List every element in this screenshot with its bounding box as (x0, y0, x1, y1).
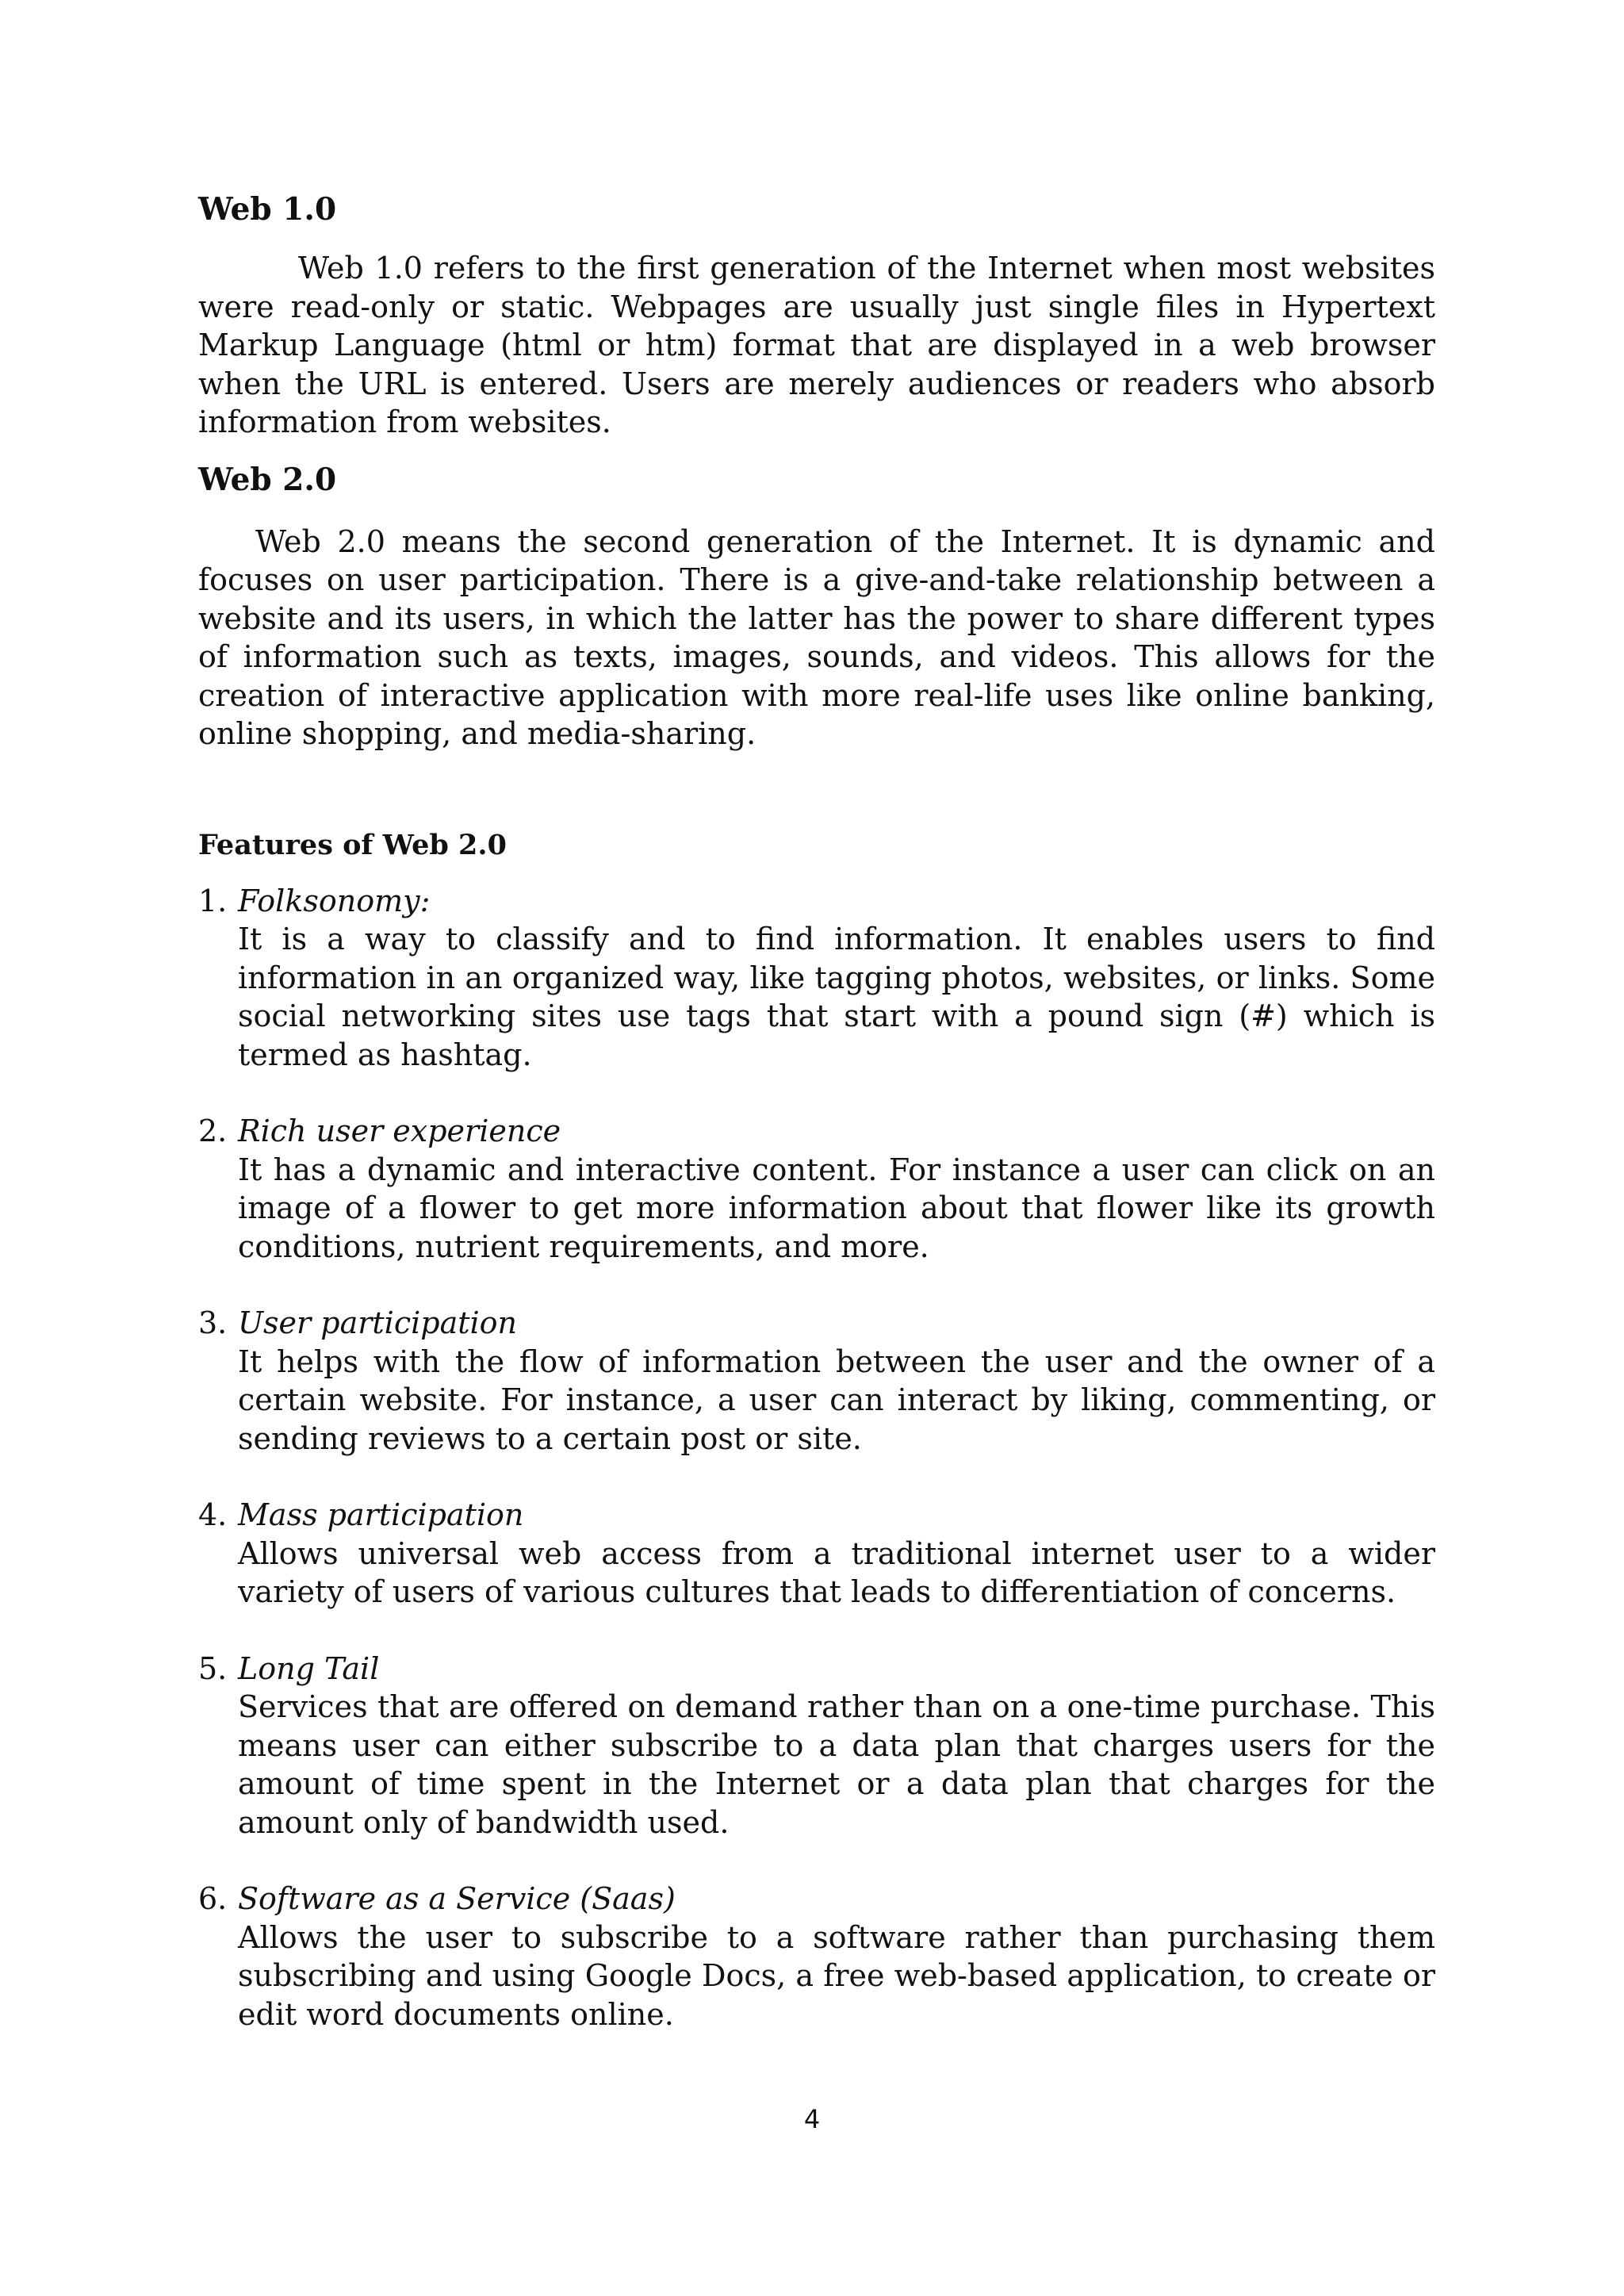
features-list (198, 882, 1435, 2034)
feature-title: Mass participation (238, 1497, 524, 1532)
feature-item-mass-participation (198, 1496, 1435, 1612)
feature-number: 4. (198, 1497, 228, 1532)
feature-title-line (198, 882, 1435, 921)
feature-number: 3. (198, 1305, 228, 1340)
feature-title: Folksonomy: (238, 883, 431, 918)
feature-description: Allows the user to subscribe to a software rather than purchasing them subscribing and using Google Docs, a free web-based application, to create or edit word documents online. (238, 1919, 1435, 2032)
feature-title-line (198, 1650, 1435, 1688)
feature-title-line (198, 1880, 1435, 1918)
feature-title: Long Tail (238, 1650, 380, 1686)
feature-description: It has a dynamic and interactive content. For instance a user can click on an image of a flower to get more information about that flower like its growth conditions, nutrient requirements, and more. (238, 1152, 1435, 1264)
feature-title: Software as a Service (Saas) (238, 1881, 676, 1916)
feature-number: 2. (198, 1114, 228, 1148)
feature-description: Allows universal web access from a traditional internet user to a wider variety of users of various cultures that leads to differentiation of concerns. (238, 1535, 1435, 1609)
feature-description: Services that are offered on demand rather than on a one-time purchase. This means user can either subscribe to a data plan that charges users for the amount of time spent in the Internet or a data plan that charges for the amount only of bandwidth used. (238, 1689, 1435, 1840)
feature-title: User participation (238, 1305, 518, 1340)
page-number: 4 (803, 2104, 821, 2134)
section-heading-web2: Web 2.0 (198, 461, 337, 498)
feature-title-line (198, 1304, 1435, 1343)
feature-item-folksonomy (198, 882, 1435, 1075)
feature-description: It helps with the flow of information between the user and the owner of a certain website. For instance, a user can interact by liking, commenting, or sending reviews to a certain post or site. (238, 1343, 1435, 1456)
feature-number: 5. (198, 1650, 228, 1686)
feature-title-line (198, 1496, 1435, 1535)
feature-item-long-tail (198, 1650, 1435, 1842)
feature-title: Rich user experience (238, 1114, 561, 1148)
feature-item-user-participation (198, 1304, 1435, 1458)
feature-item-software-as-a-service (198, 1880, 1435, 2033)
section-body-web1: Web 1.0 refers to the first generation of the Internet when most websites were read-only or static. Webpages are usually just single files in Hypertext Markup Language (html or htm) format that are displayed in a web browser when the URL is entered. Users are merely audiences or readers who absorb information from websites. (198, 251, 1435, 439)
feature-number: 1. (198, 883, 228, 918)
document-page (198, 190, 1435, 2033)
section-heading-web1: Web 1.0 (198, 191, 337, 228)
feature-item-rich-user-experience (198, 1112, 1435, 1266)
feature-description: It is a way to classify and to find information. It enables users to find information in an organized way, like tagging photos, websites, or links. Some social networking sites use tags that start with a pound sign (#) which is termed as hashtag. (238, 922, 1435, 1072)
feature-title-line (198, 1112, 1435, 1151)
section-body-web2: Web 2.0 means the second generation of the Internet. It is dynamic and focuses on user participation. There is a give-and-take relationship between a website and its users, in which the latter has the power to share different types of information such as texts, images, sounds, and videos. This allows for the creation of interactive application with more real-life uses like online banking, online shopping, and media-sharing. (198, 523, 1435, 751)
feature-number: 6. (198, 1881, 228, 1916)
features-heading: Features of Web 2.0 (198, 828, 507, 861)
